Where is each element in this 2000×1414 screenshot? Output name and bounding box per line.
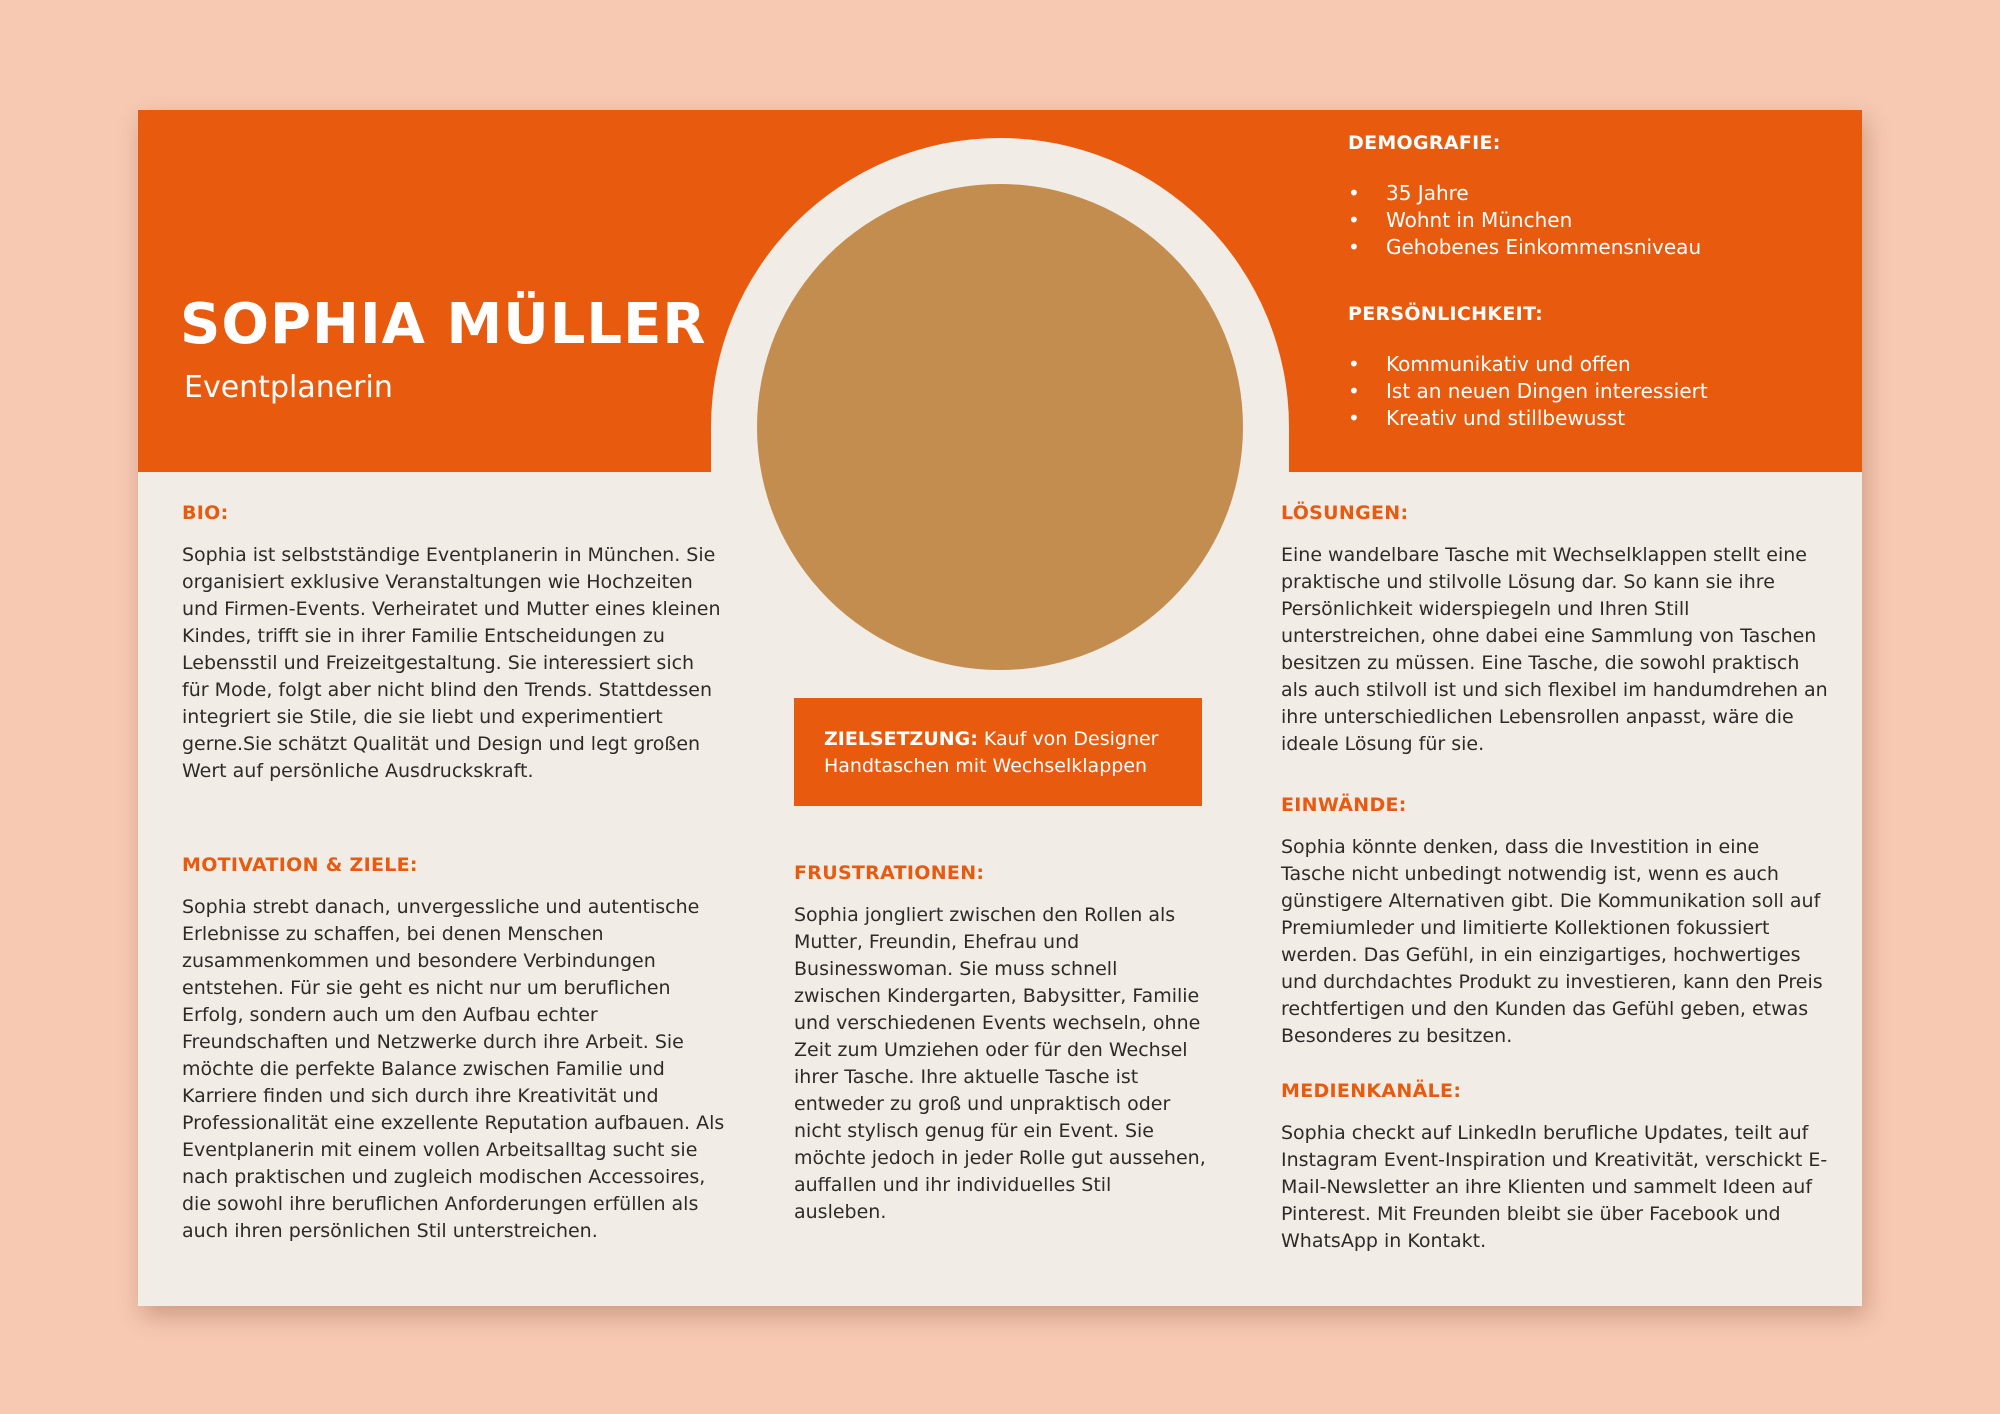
demografie-heading: DEMOGRAFIE: bbox=[1348, 132, 1501, 154]
persoenlichkeit-section bbox=[1348, 303, 1828, 432]
portrait-photo bbox=[757, 184, 1243, 670]
persoenlichkeit-item: • Kommunikativ und offen bbox=[1348, 351, 1828, 378]
persoenlichkeit-heading: PERSÖNLICHKEIT: bbox=[1348, 303, 1544, 325]
frustrationen-heading: FRUSTRATIONEN: bbox=[794, 862, 985, 884]
einwaende-section bbox=[1281, 794, 1829, 1050]
persona-name: SOPHIA MÜLLER bbox=[180, 292, 707, 357]
frustrationen-text: Sophia jongliert zwischen den Rollen als Mutter, Freundin, Ehefrau und Businesswoman. Sie muss schnell zwischen Kindergarten, Babysitter, Familie und verschiedenen Events wechseln, ohne Zeit zum Umziehen oder für den Wechsel ihrer Tasche. Ihre aktuelle Tasche ist entweder zu groß und unpraktisch oder nicht stylisch genug für ein Event. Sie möchte jedoch in jeder Rolle gut aussehen, auffallen und ihr individuelles Stil ausleben. bbox=[794, 904, 1206, 1223]
demografie-item: • Wohnt in München bbox=[1348, 207, 1828, 234]
persoenlichkeit-item: • Ist an neuen Dingen interessiert bbox=[1348, 378, 1828, 405]
persona-card bbox=[138, 110, 1862, 1306]
bio-section bbox=[182, 502, 726, 785]
zielsetzung-text: Kauf von Designer Handtaschen mit Wechselklappen bbox=[824, 728, 1159, 777]
persona-role: Eventplanerin bbox=[184, 370, 393, 405]
persoenlichkeit-item: • Kreativ und stillbewusst bbox=[1348, 405, 1828, 432]
einwaende-text: Sophia könnte denken, dass die Investition in eine Tasche nicht unbedingt notwendig ist, wenn es auch günstigere Alternativen gibt. Die Kommunikation soll auf Premiumleder und limitierte Kollektionen fokussiert werden. Das Gefühl, in ein einzigartiges, hochwertiges und durchdachtes Produkt zu investieren, kann den Preis rechtfertigen und den Kunden das Gefühl geben, etwas Besonderes zu besitzen. bbox=[1281, 836, 1823, 1047]
loesungen-section bbox=[1281, 502, 1829, 758]
motivation-section bbox=[182, 854, 726, 1245]
medienkanaele-section bbox=[1281, 1080, 1829, 1255]
medienkanaele-heading: MEDIENKANÄLE: bbox=[1281, 1080, 1462, 1102]
frustrationen-section bbox=[794, 862, 1206, 1226]
bio-heading: BIO: bbox=[182, 502, 229, 524]
portrait-photo-icon bbox=[757, 184, 1243, 670]
demografie-item: • Gehobenes Einkommensniveau bbox=[1348, 234, 1828, 261]
einwaende-heading: EINWÄNDE: bbox=[1281, 794, 1407, 816]
persoenlichkeit-list bbox=[1348, 351, 1828, 432]
bio-text: Sophia ist selbstständige Eventplanerin in München. Sie organisiert exklusive Veranstaltungen wie Hochzeiten und Firmen-Events. Verheiratet und Mutter eines kleinen Kindes, trifft sie in ihrer Familie Entscheidungen zu Lebensstil und Freizeitgestaltung. Sie interessiert sich für Mode, folgt aber nicht blind den Trends. Stattdessen integriert sie Stile, die sie liebt und experimentiert gerne.Sie schätzt Qualität und Design und legt großen Wert auf persönliche Ausdruckskraft. bbox=[182, 544, 721, 782]
motivation-heading: MOTIVATION & ZIELE: bbox=[182, 854, 418, 876]
demografie-section bbox=[1348, 132, 1828, 261]
demografie-list bbox=[1348, 180, 1828, 261]
zielsetzung-label: ZIELSETZUNG: bbox=[824, 728, 978, 750]
medienkanaele-text: Sophia checkt auf LinkedIn berufliche Updates, teilt auf Instagram Event-Inspiration und Kreativität, verschickt E-Mail-Newsletter an ihre Klienten und sammelt Ideen auf Pinterest. Mit Freunden bleibt sie über Facebook und WhatsApp in Kontakt. bbox=[1281, 1122, 1828, 1252]
loesungen-text: Eine wandelbare Tasche mit Wechselklappen stellt eine praktische und stilvolle Lösung dar. So kann sie ihre Persönlichkeit widerspiegeln und Ihren Still unterstreichen, ohne dabei eine Sammlung von Taschen besitzen zu müssen. Eine Tasche, die sowohl praktisch als auch stilvoll ist und sich flexibel im handumdrehen an ihre unterschiedlichen Lebensrollen anpasst, wäre die ideale Lösung für sie. bbox=[1281, 544, 1828, 755]
motivation-text: Sophia strebt danach, unvergessliche und autentische Erlebnisse zu schaffen, bei denen Menschen zusammenkommen und besondere Verbindungen entstehen. Für sie geht es nicht nur um beruflichen Erfolg, sondern auch um den Aufbau echter Freundschaften und Netzwerke durch ihre Arbeit. Sie möchte die perfekte Balance zwischen Familie und Karriere finden und sich durch ihre Kreativität und Professionalität eine exzellente Reputation aufbauen. Als Eventplanerin mit einem vollen Arbeitsalltag sucht sie nach praktischen und zugleich modischen Accessoires, die sowohl ihre beruflichen Anforderungen erfüllen als auch ihren persönlichen Stil unterstreichen. bbox=[182, 896, 725, 1242]
demografie-item: • 35 Jahre bbox=[1348, 180, 1828, 207]
zielsetzung-box bbox=[794, 698, 1202, 806]
loesungen-heading: LÖSUNGEN: bbox=[1281, 502, 1409, 524]
